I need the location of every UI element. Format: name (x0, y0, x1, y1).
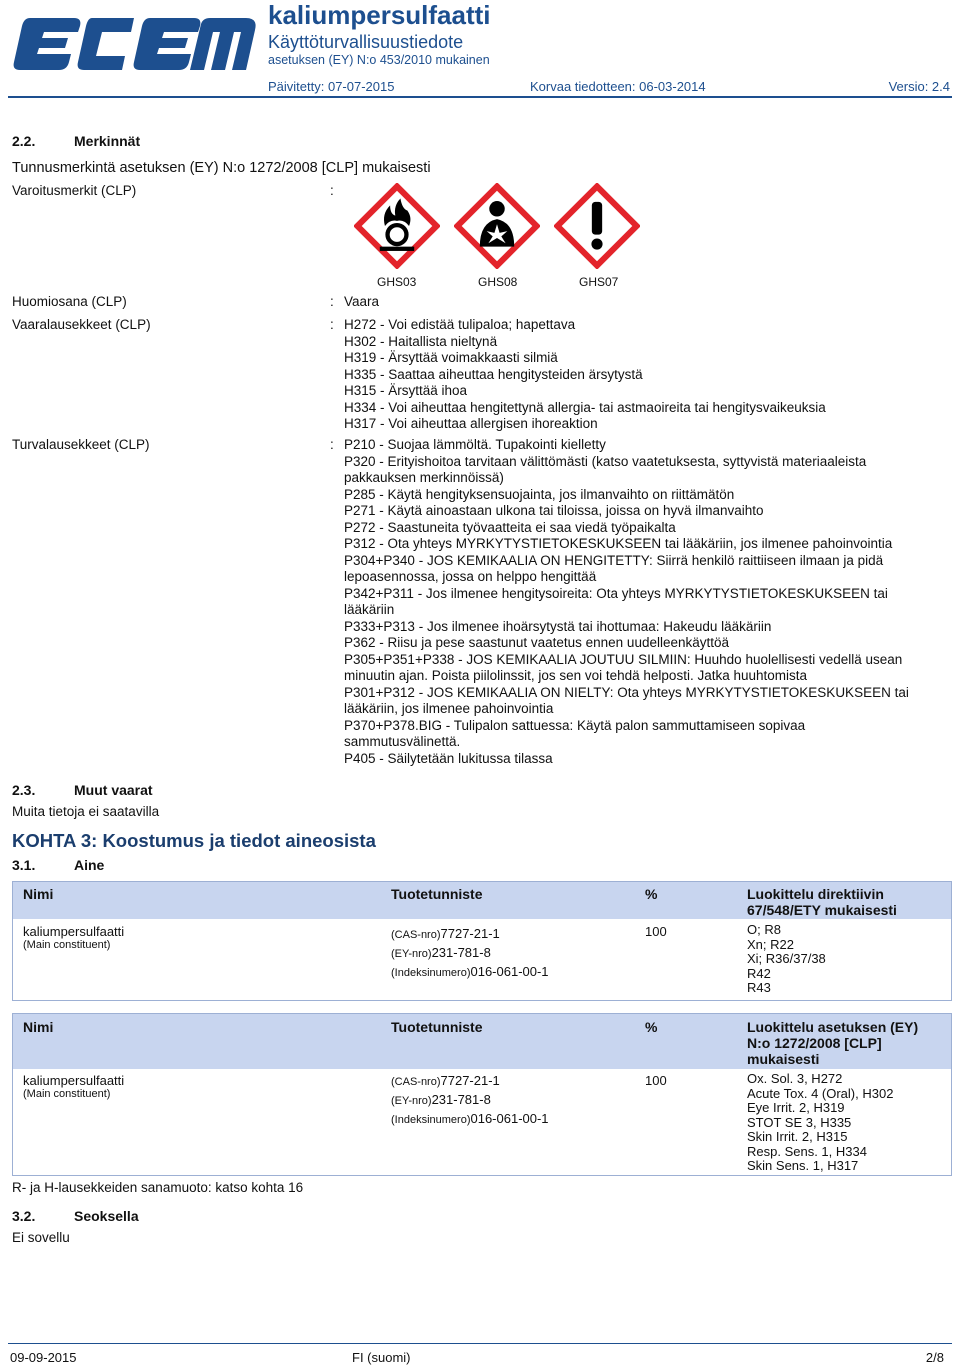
identifier-prefix: (EY-nro) (391, 948, 432, 960)
identifier-prefix: (EY-nro) (391, 1095, 432, 1107)
signal-word-label: Huomiosana (CLP) (12, 294, 127, 309)
identifier-value: 231-781-8 (431, 945, 491, 960)
classification-item: O; R8 (747, 922, 781, 937)
section-title: Aine (74, 857, 105, 873)
rh-phrases-note: R- ja H-lausekkeiden sanamuoto: katso kohta 16 (12, 1180, 304, 1195)
precautionary-statement: P320 - Erityishoitoa tarvitaan välittömästi (katso vaatetuksesta, syttyvistä materiaaleista (344, 453, 867, 469)
version-text: Versio: 2.4 (888, 79, 950, 94)
substance-name-cell (23, 923, 124, 954)
header-line: 67/548/ETY mukaisesti (747, 902, 897, 918)
section-number: 3.1. (12, 857, 36, 873)
colon: : (330, 317, 334, 332)
identifier-value: 016-061-00-1 (470, 964, 549, 979)
ec-number (391, 944, 549, 963)
substance-note: (Main constituent) (23, 1088, 111, 1100)
ecem-logo (8, 6, 260, 78)
precautionary-statement: P312 - Ota yhteys MYRKYTYSTIETOKESKUKSEEN tai lääkäriin, jos ilmenee pahoinvointia (344, 536, 893, 551)
index-number (391, 1110, 549, 1129)
classification-item: Skin Irrit. 2, H315 (747, 1129, 848, 1144)
pictogram-label-ghs03: GHS03 (377, 275, 417, 289)
classification-item: R42 (747, 965, 771, 981)
precautionary-statements-label: Turvalausekkeet (CLP) (12, 437, 150, 452)
percent-cell: 100 (645, 924, 667, 939)
identifier-prefix: (Indeksinumero) (391, 1114, 471, 1126)
cas-number (391, 925, 549, 944)
precautionary-statement: sammutusvälinettä. (344, 734, 461, 749)
identifier-prefix: (Indeksinumero) (391, 967, 471, 979)
precautionary-statement: P405 - Säilytetään lukitussa tilassa (344, 750, 553, 766)
classification-item: Ox. Sol. 3, H272 (747, 1071, 843, 1086)
precautionary-statement: P285 - Käytä hengityksensuojainta, jos ilmanvaihto on riittämätön (344, 486, 735, 502)
hazard-statements-label: Vaaralausekkeet (CLP) (12, 317, 151, 332)
page-number: 2/8 (925, 1350, 944, 1365)
index-number (391, 963, 549, 982)
section-title: Muut vaarat (74, 782, 153, 798)
pictogram-label-ghs07: GHS07 (579, 275, 619, 289)
identifier-prefix: (CAS-nro) (391, 1076, 441, 1088)
footer-date: 09-09-2015 (10, 1350, 77, 1365)
header-line: Luokittelu asetuksen (EY) (747, 1019, 919, 1035)
classification-item: Resp. Sens. 1, H334 (747, 1143, 867, 1159)
header-divider (8, 96, 952, 98)
classification-item: STOT SE 3, H335 (747, 1114, 852, 1130)
composition-table-clp (12, 1013, 952, 1176)
updated-date: Päivitetty: 07-07-2015 (268, 79, 395, 94)
hazard-statements-list (344, 317, 826, 433)
identifier-value: 7727-21-1 (440, 926, 500, 941)
hazard-statement: H334 - Voi aiheuttaa hengitettynä allergia- tai astmaoireita tai hengitysvaikeuksia (344, 399, 826, 415)
classification-cell (747, 1072, 893, 1174)
precautionary-statement: P210 - Suojaa lämmöltä. Tupakointi kielletty (344, 437, 606, 452)
pictogram-label-ghs08: GHS08 (478, 275, 518, 289)
precautionary-statement: P333+P313 - Jos ilmenee ihoärsytystä tai ihottumaa: Hakeudu lääkäriin (344, 618, 772, 634)
substance-note: (Main constituent) (23, 939, 111, 951)
colon: : (330, 437, 334, 452)
classification-item: Xn; R22 (747, 936, 794, 952)
header-line: Luokittelu direktiivin (747, 886, 884, 902)
precautionary-statement: minuutin ajan. Poista piilolinssit, jos sen voi tehdä helposti. Jatka huuhtomista (344, 668, 808, 683)
document-title: kaliumpersulfaatti (268, 0, 491, 30)
precautionary-statement: P272 - Saastuneita työvaatteita ei saa viedä työpaikalta (344, 519, 676, 535)
classification-item: Eye Irrit. 2, H319 (747, 1100, 845, 1115)
column-header-classification (747, 1019, 918, 1067)
classification-item: Skin Sens. 1, H317 (747, 1158, 859, 1173)
precautionary-statement: P304+P340 - JOS KEMIKAALIA ON HENGITETTY: Siirrä henkilö raittiiseen ilmaan ja pidä (344, 552, 884, 568)
hazard-statement: H272 - Voi edistää tulipaloa; hapettava (344, 317, 576, 332)
footer-language: FI (suomi) (352, 1350, 411, 1365)
section-2-2-heading (12, 133, 140, 149)
section-number: 2.3. (12, 782, 36, 798)
column-header-percent: % (645, 1019, 658, 1035)
precautionary-statement: lääkäriin, jos ilmenee pahoinvointia (344, 701, 554, 716)
classification-cell (747, 923, 826, 996)
column-header-identifier: Tuotetunniste (391, 886, 483, 902)
section-number: 3.2. (12, 1208, 36, 1224)
precautionary-statement: lääkäriin (344, 602, 395, 617)
hazard-statement: H315 - Ärsyttää ihoa (344, 383, 468, 398)
precautionary-statement: P370+P378.BIG - Tulipalon sattuessa: Käytä palon sammuttamiseen sopivaa (344, 717, 806, 733)
pictograms-label: Varoitusmerkit (CLP) (12, 183, 137, 198)
section-title: Merkinnät (74, 133, 141, 149)
colon: : (330, 294, 334, 309)
precautionary-statements-list (344, 437, 909, 767)
classification-item: R43 (747, 980, 771, 995)
ec-number (391, 1091, 549, 1110)
percent-cell: 100 (645, 1073, 667, 1088)
hazard-statement: H319 - Ärsyttää voimakkaasti silmiä (344, 350, 558, 365)
clp-subtitle: Tunnusmerkintä asetuksen (EY) N:o 1272/2008 [CLP] mukaisesti (12, 160, 431, 176)
column-header-identifier: Tuotetunniste (391, 1019, 483, 1035)
regulation-text: asetuksen (EY) N:o 453/2010 mukainen (268, 53, 490, 67)
classification-item: Xi; R36/37/38 (747, 951, 826, 966)
precautionary-statement: P342+P311 - Jos ilmenee hengitysoireita: Ota yhteys MYRKYTYSTIETOKESKUKSEEN tai (344, 585, 888, 601)
identifier-cell (391, 925, 549, 982)
ghs03-oxidizer-icon (354, 183, 440, 269)
column-header-name: Nimi (23, 886, 54, 902)
document-subtitle: Käyttöturvallisuustiedote (268, 32, 464, 52)
cas-number (391, 1072, 549, 1091)
hazard-statement: H317 - Voi aiheuttaa allergisen ihoreaktion (344, 416, 598, 431)
other-hazards-text: Muita tietoja ei saatavilla (12, 804, 160, 819)
column-header-percent: % (645, 886, 658, 902)
identifier-value: 016-061-00-1 (470, 1111, 549, 1126)
identifier-cell (391, 1072, 549, 1129)
ghs08-health-hazard-icon (454, 183, 540, 269)
section-3-1-heading (12, 857, 104, 873)
column-header-classification (747, 886, 897, 918)
column-header-name: Nimi (23, 1019, 54, 1035)
identifier-prefix: (CAS-nro) (391, 929, 441, 941)
mixture-text: Ei sovellu (12, 1230, 70, 1245)
ghs07-exclamation-icon (554, 183, 640, 269)
precautionary-statement: lepoasennossa, jossa on helppo hengittää (344, 569, 597, 584)
section-2-3-heading (12, 782, 153, 798)
composition-table-dsd (12, 881, 952, 1001)
colon: : (330, 183, 334, 198)
precautionary-statement: P271 - Käytä ainoastaan ulkona tai tiloissa, joissa on hyvä ilmanvaihto (344, 503, 764, 518)
footer-divider (8, 1343, 952, 1344)
identifier-value: 7727-21-1 (440, 1073, 500, 1088)
classification-item: Acute Tox. 4 (Oral), H302 (747, 1085, 894, 1101)
substance-name: kaliumpersulfaatti (23, 924, 125, 939)
precautionary-statement: P301+P312 - JOS KEMIKAALIA ON NIELTY: Ota yhteys MYRKYTYSTIETOKESKUKSEEN tai (344, 684, 909, 700)
precautionary-statement: P362 - Riisu ja pese saastunut vaatetus ennen uudelleenkäyttöä (344, 635, 730, 650)
precautionary-statement: P305+P351+P338 - JOS KEMIKAALIA JOUTUU SILMIIN: Huuhdo huolellisesti vedellä usean (344, 651, 903, 667)
section-3-2-heading (12, 1208, 139, 1224)
section-number: 2.2. (12, 133, 36, 149)
section-3-title: KOHTA 3: Koostumus ja tiedot aineosista (12, 830, 376, 851)
substance-name: kaliumpersulfaatti (23, 1073, 125, 1088)
header-line: mukaisesti (747, 1051, 820, 1067)
identifier-value: 231-781-8 (431, 1092, 491, 1107)
hazard-statement: H335 - Saattaa aiheuttaa hengitysteiden ärsytystä (344, 366, 643, 382)
hazard-statement: H302 - Haitallista nieltynä (344, 333, 498, 349)
substance-name-cell (23, 1072, 124, 1103)
signal-word-value: Vaara (344, 294, 380, 309)
precautionary-statement: pakkauksen merkinnöissä) (344, 470, 504, 485)
replaces-date: Korvaa tiedotteen: 06-03-2014 (530, 79, 706, 94)
section-title: Seoksella (74, 1208, 139, 1224)
header-line: N:o 1272/2008 [CLP] (747, 1035, 882, 1051)
